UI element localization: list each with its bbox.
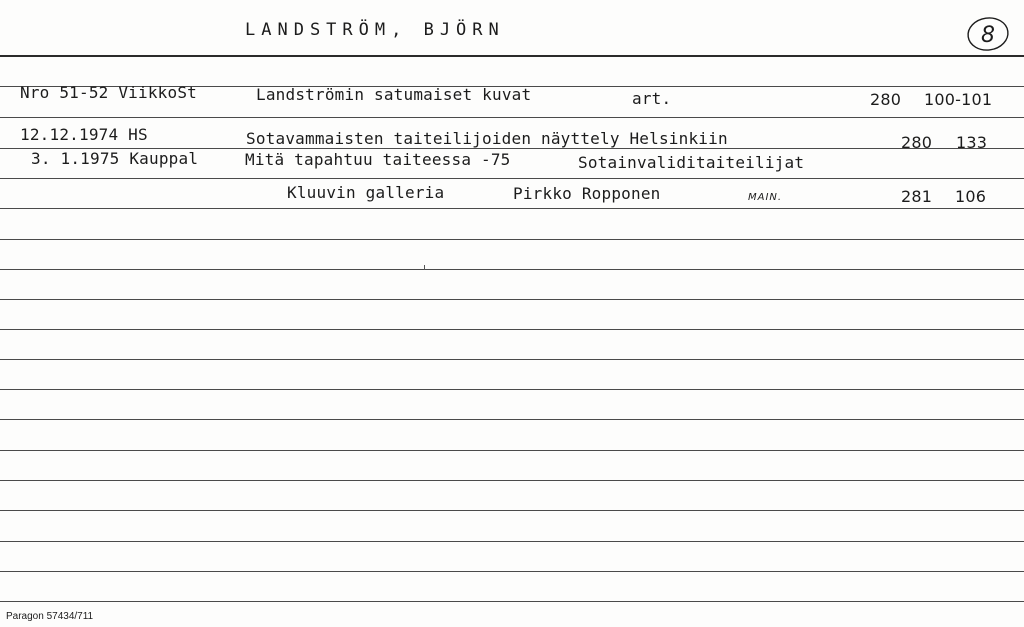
card-number-circle — [966, 15, 1010, 53]
card-number: 8 — [981, 23, 995, 48]
card-heading-name: LANDSTRÖM, BJÖRN — [245, 20, 505, 40]
ruled-line — [0, 571, 1024, 572]
entry-pages: 106 — [955, 187, 987, 206]
ruled-line — [0, 450, 1024, 451]
ruled-line — [0, 299, 1024, 300]
entry-pages: 100-101 — [924, 90, 993, 109]
ruled-line — [0, 510, 1024, 511]
entry-title: Mitä tapahtuu taiteessa -75 — [245, 150, 511, 169]
ruled-line — [0, 208, 1024, 209]
handwritten-note: MAIN. — [748, 192, 783, 203]
entry-author: Pirkko Ropponen — [513, 184, 661, 203]
ruled-line — [0, 419, 1024, 420]
entry-title: Landströmin satumaiset kuvat — [256, 85, 532, 104]
entry-pages: 133 — [956, 133, 988, 152]
entry-shelf: 281 — [901, 187, 933, 206]
entry-source: Nro 51-52 ViikkoSt — [20, 83, 197, 102]
header-rule — [0, 55, 1024, 57]
entry-type: art. — [632, 89, 672, 108]
entry-source: 12.12.1974 HS — [20, 125, 148, 144]
printer-imprint: Paragon 57434/711 — [6, 611, 94, 622]
ruled-line — [0, 480, 1024, 481]
ruled-line — [0, 359, 1024, 360]
ruled-line — [0, 269, 1024, 270]
paper-speck — [424, 265, 425, 270]
ruled-line — [0, 239, 1024, 240]
entry-shelf: 280 — [901, 133, 933, 152]
entry-shelf: 280 — [870, 90, 902, 109]
ruled-line — [0, 117, 1024, 118]
ruled-line — [0, 178, 1024, 179]
ruled-line — [0, 601, 1024, 602]
entry-subject: Sotainvaliditaiteilijat — [578, 153, 805, 172]
ruled-line — [0, 329, 1024, 330]
entry-title: Sotavammaisten taiteilijoiden näyttely Helsinkiin — [246, 129, 728, 148]
entry-place: Kluuvin galleria — [287, 183, 445, 202]
entry-source: 3. 1.1975 Kauppal — [31, 149, 199, 168]
ruled-line — [0, 389, 1024, 390]
ruled-line — [0, 541, 1024, 542]
